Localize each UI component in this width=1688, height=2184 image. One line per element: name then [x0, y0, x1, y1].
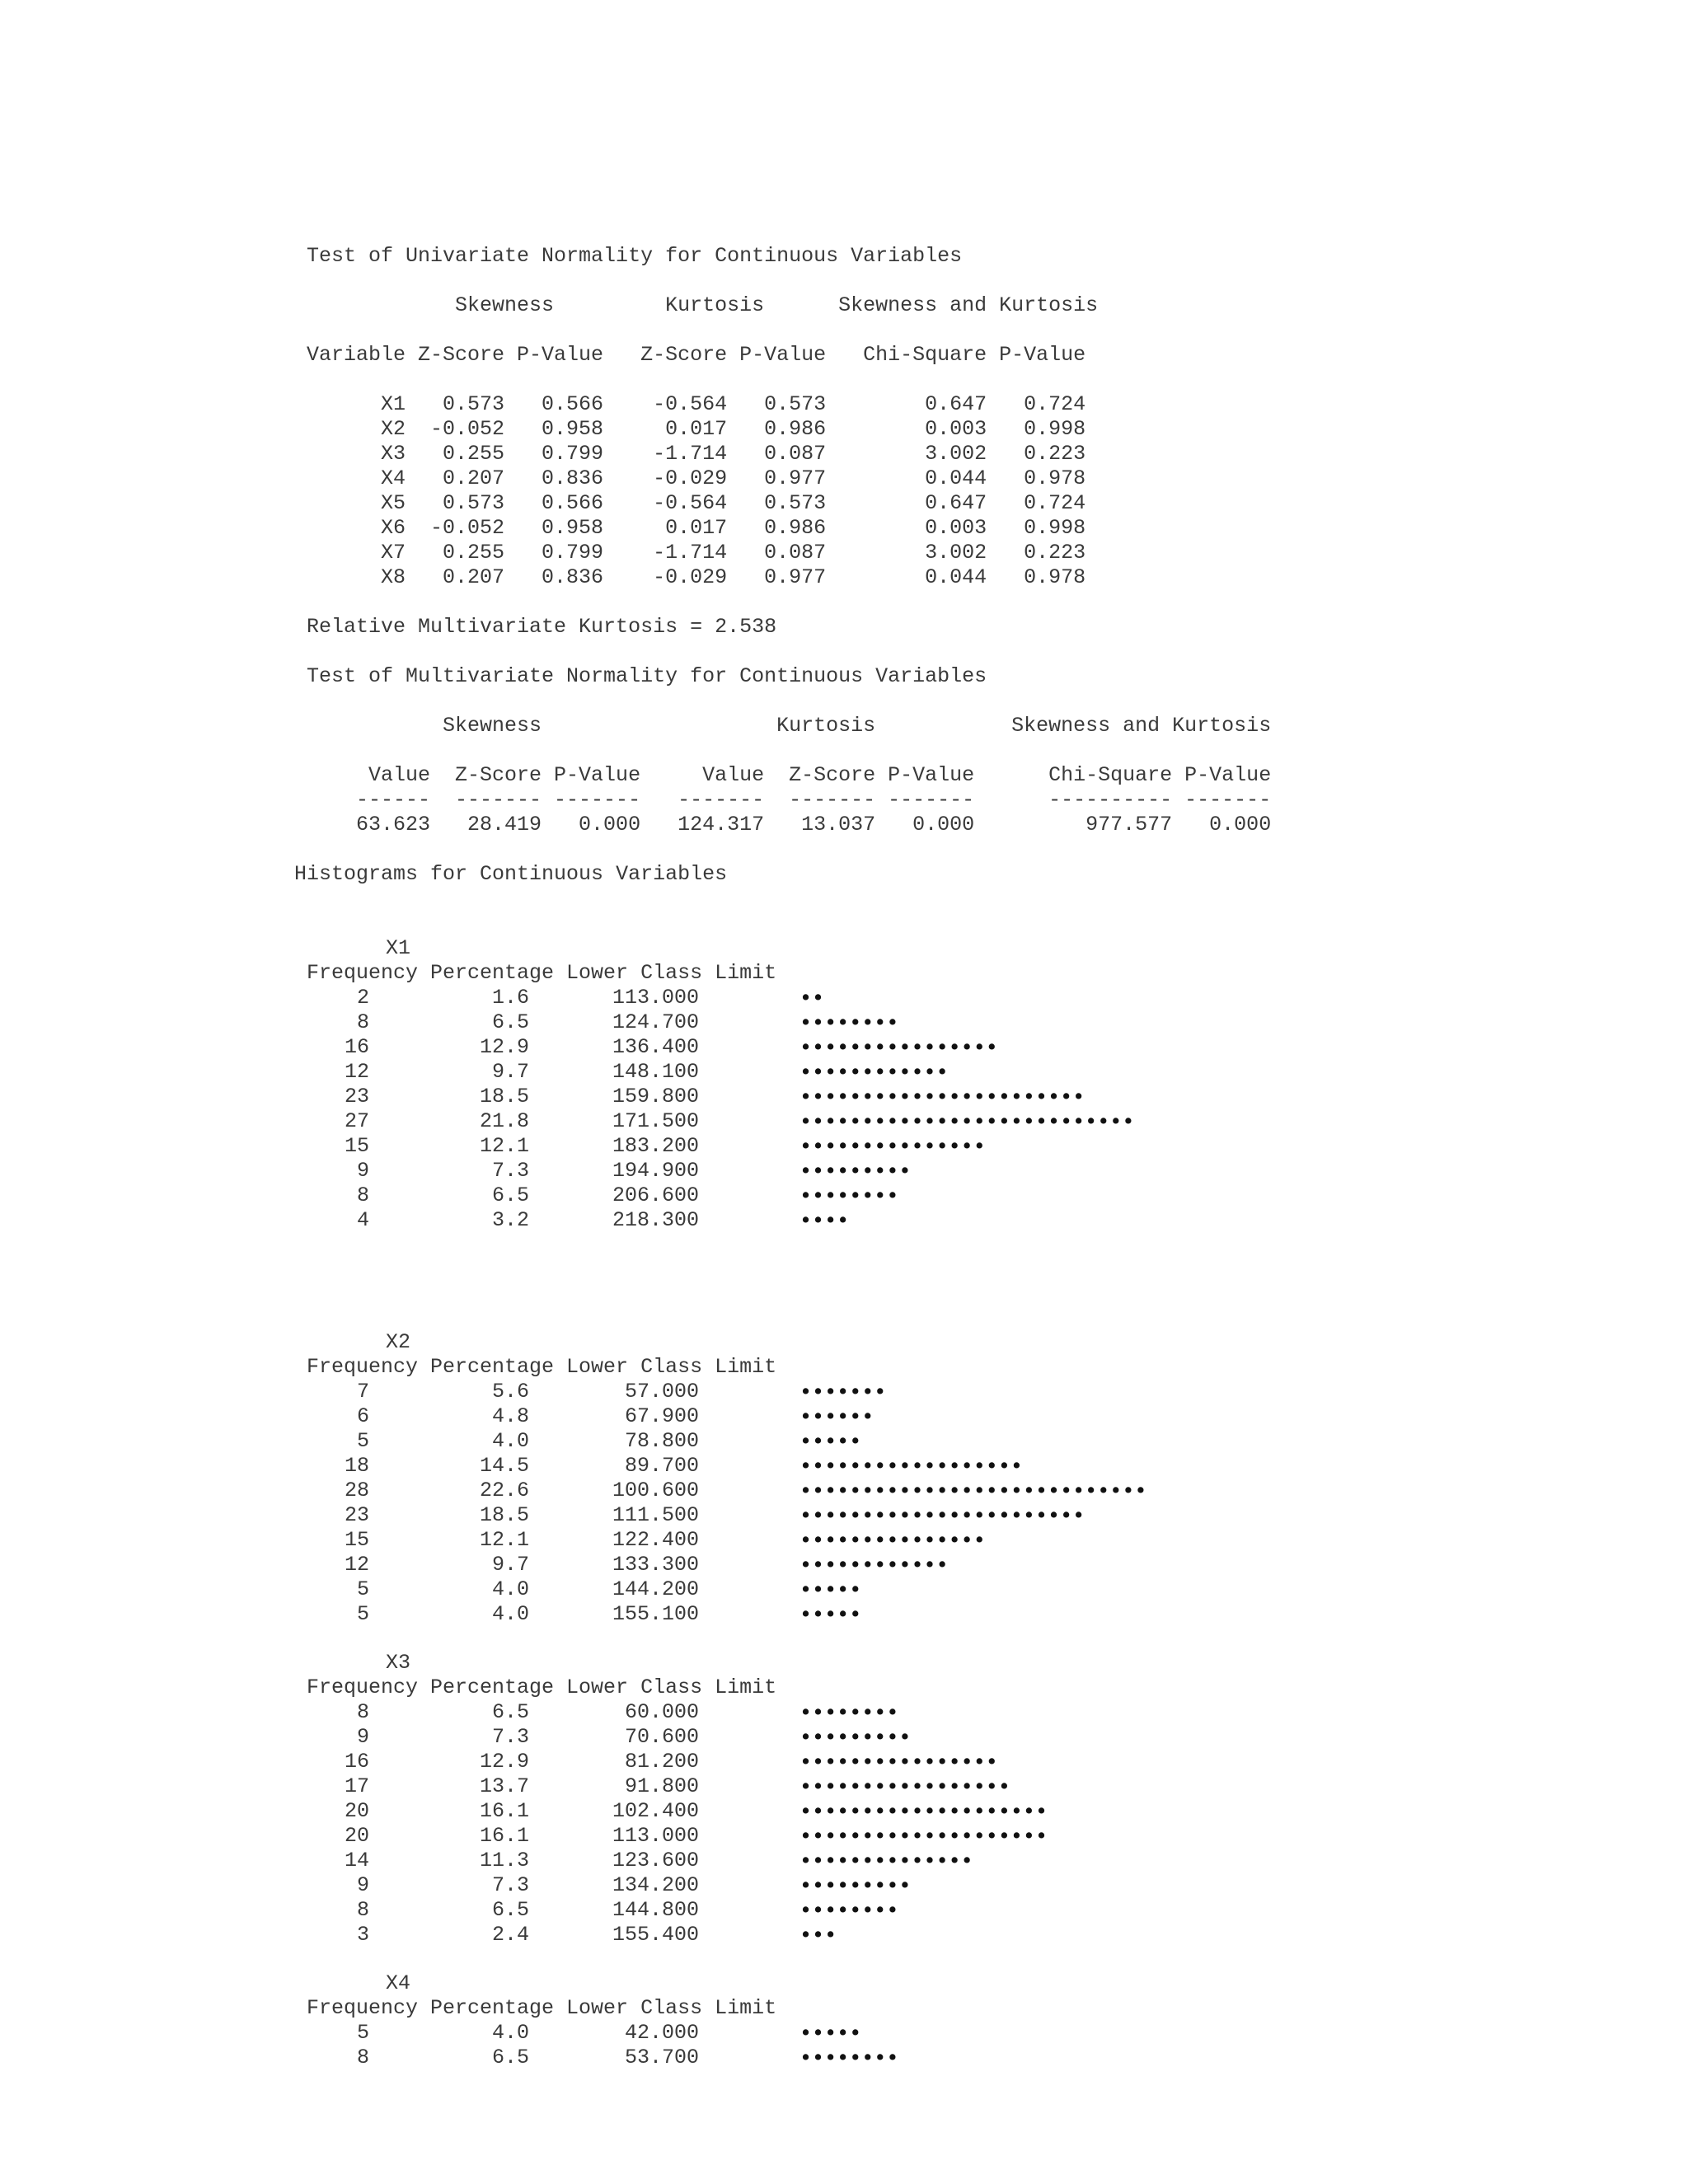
histogram-percentage: 18.5: [479, 1085, 529, 1108]
multivariate-values: 63.623 28.419 0.000 124.317 13.037 0.000 977.577 0.000: [307, 813, 1272, 837]
histogram-frequency: 9: [356, 1159, 369, 1183]
multivariate-rule: ------ ------- ------- ------- ------- ------- ---------- -------: [307, 788, 1272, 812]
histogram-bar: •••••••••••••••••••••••••••: [799, 1109, 1135, 1133]
univariate-row: X2 -0.052 0.958 0.017 0.986 0.003 0.998: [307, 417, 1086, 441]
univariate-row: X4 0.207 0.836 -0.029 0.977 0.044 0.978: [307, 466, 1086, 490]
histogram-percentage: 2.4: [491, 1923, 529, 1947]
histogram-frequency: 14: [344, 1849, 369, 1872]
histogram-frequency: 12: [344, 1553, 369, 1577]
histogram-percentage: 6.5: [491, 1700, 529, 1724]
histogram-lower-class-limit: 42.000: [624, 2021, 699, 2045]
histogram-lower-class-limit: 60.000: [624, 1700, 699, 1724]
histogram-bar: •••••••••: [799, 1159, 912, 1183]
histogram-frequency: 9: [356, 1725, 369, 1749]
histogram-lower-class-limit: 53.700: [624, 2046, 699, 2069]
histogram-bar: •••••: [799, 1602, 862, 1626]
histogram-frequency: 4: [356, 1208, 369, 1232]
histogram-frequency: 20: [344, 1799, 369, 1823]
histogram-column-header: Frequency Percentage Lower Class Limit: [307, 1355, 777, 1379]
histogram-bar: ••••••••••••••••••: [799, 1454, 1023, 1478]
histogram-bar: •••: [799, 1923, 837, 1947]
histogram-frequency: 17: [344, 1774, 369, 1798]
histogram-lower-class-limit: 102.400: [612, 1799, 699, 1823]
histogram-bar: ••: [799, 986, 825, 1010]
histogram-lower-class-limit: 124.700: [612, 1010, 699, 1034]
histogram-percentage: 4.0: [491, 1577, 529, 1601]
histogram-bar: ••••••••••••••••••••: [799, 1799, 1048, 1823]
histogram-bar: •••••: [799, 1577, 862, 1601]
multivariate-group-header: Skewness Kurtosis Skewness and Kurtosis: [307, 714, 1272, 738]
histogram-percentage: 12.9: [479, 1035, 529, 1059]
histogram-lower-class-limit: 144.800: [612, 1898, 699, 1922]
histogram-percentage: 6.5: [491, 1898, 529, 1922]
histogram-lower-class-limit: 134.200: [612, 1873, 699, 1897]
histogram-frequency: 3: [356, 1923, 369, 1947]
histogram-percentage: 13.7: [479, 1774, 529, 1798]
histogram-frequency: 6: [356, 1404, 369, 1428]
univariate-row: X8 0.207 0.836 -0.029 0.977 0.044 0.978: [307, 565, 1086, 589]
histogram-variable-name: X2: [386, 1330, 411, 1354]
histogram-frequency: 8: [356, 1898, 369, 1922]
histogram-lower-class-limit: 171.500: [612, 1109, 699, 1133]
histogram-frequency: 8: [356, 1700, 369, 1724]
histogram-percentage: 7.3: [491, 1873, 529, 1897]
multivariate-column-header: Value Z-Score P-Value Value Z-Score P-Value Chi-Square P-Value: [307, 763, 1272, 787]
histogram-bar: ••••••: [799, 1404, 874, 1428]
histogram-frequency: 16: [344, 1750, 369, 1774]
univariate-row: X1 0.573 0.566 -0.564 0.573 0.647 0.724: [307, 392, 1086, 416]
histogram-variable-name: X3: [386, 1651, 411, 1675]
univariate-title: Test of Univariate Normality for Continuous Variables: [307, 244, 963, 268]
univariate-row: X6 -0.052 0.958 0.017 0.986 0.003 0.998: [307, 516, 1086, 540]
histogram-column-header: Frequency Percentage Lower Class Limit: [307, 1996, 777, 2020]
histogram-frequency: 15: [344, 1528, 369, 1552]
multivariate-title: Test of Multivariate Normality for Continuous Variables: [307, 664, 987, 688]
histogram-percentage: 7.3: [491, 1159, 529, 1183]
histogram-percentage: 22.6: [479, 1479, 529, 1502]
histogram-bar: ••••••••••••: [799, 1060, 949, 1084]
univariate-row: X3 0.255 0.799 -1.714 0.087 3.002 0.223: [307, 442, 1086, 466]
histogram-bar: ••••••••: [799, 1700, 899, 1724]
histogram-percentage: 4.0: [491, 1602, 529, 1626]
histogram-percentage: 1.6: [491, 986, 529, 1010]
histogram-lower-class-limit: 100.600: [612, 1479, 699, 1502]
histogram-lower-class-limit: 57.000: [624, 1380, 699, 1404]
histogram-percentage: 5.6: [491, 1380, 529, 1404]
histogram-frequency: 5: [356, 1577, 369, 1601]
histogram-lower-class-limit: 133.300: [612, 1553, 699, 1577]
histogram-percentage: 6.5: [491, 2046, 529, 2069]
histogram-lower-class-limit: 81.200: [624, 1750, 699, 1774]
histogram-lower-class-limit: 183.200: [612, 1134, 699, 1158]
histogram-frequency: 15: [344, 1134, 369, 1158]
histogram-percentage: 16.1: [479, 1799, 529, 1823]
histogram-bar: ••••••••••••••••••••: [799, 1824, 1048, 1848]
histogram-frequency: 23: [344, 1503, 369, 1527]
histogram-percentage: 4.0: [491, 2021, 529, 2045]
histogram-lower-class-limit: 70.600: [624, 1725, 699, 1749]
histogram-lower-class-limit: 206.600: [612, 1183, 699, 1207]
histogram-percentage: 12.1: [479, 1528, 529, 1552]
histogram-bar: •••••••••: [799, 1725, 912, 1749]
histogram-lower-class-limit: 113.000: [612, 1824, 699, 1848]
histogram-bar: ••••••••••••••••: [799, 1750, 998, 1774]
histogram-percentage: 6.5: [491, 1183, 529, 1207]
histogram-frequency: 5: [356, 1602, 369, 1626]
histogram-lower-class-limit: 144.200: [612, 1577, 699, 1601]
histogram-frequency: 20: [344, 1824, 369, 1848]
univariate-group-header: Skewness Kurtosis Skewness and Kurtosis: [307, 293, 1099, 317]
histogram-frequency: 7: [356, 1380, 369, 1404]
univariate-row: X5 0.573 0.566 -0.564 0.573 0.647 0.724: [307, 491, 1086, 515]
histogram-frequency: 16: [344, 1035, 369, 1059]
histogram-percentage: 21.8: [479, 1109, 529, 1133]
histogram-bar: ••••••••••••••••: [799, 1035, 998, 1059]
histogram-percentage: 3.2: [491, 1208, 529, 1232]
histogram-frequency: 23: [344, 1085, 369, 1108]
histogram-frequency: 9: [356, 1873, 369, 1897]
histogram-percentage: 12.9: [479, 1750, 529, 1774]
histogram-bar: •••••••: [799, 1380, 887, 1404]
histogram-bar: •••••••••••••••••••••••: [799, 1503, 1085, 1527]
histogram-lower-class-limit: 67.900: [624, 1404, 699, 1428]
histogram-percentage: 11.3: [479, 1849, 529, 1872]
histogram-percentage: 6.5: [491, 1010, 529, 1034]
histogram-lower-class-limit: 122.400: [612, 1528, 699, 1552]
histogram-bar: •••••••••••••••: [799, 1528, 986, 1552]
histogram-bar: ••••••••: [799, 1010, 899, 1034]
histogram-lower-class-limit: 89.700: [624, 1454, 699, 1478]
histogram-lower-class-limit: 148.100: [612, 1060, 699, 1084]
histogram-bar: •••••••••: [799, 1873, 912, 1897]
histogram-bar: •••••: [799, 2021, 862, 2045]
histogram-bar: ••••••••••••: [799, 1553, 949, 1577]
histogram-bar: •••••••••••••••: [799, 1134, 986, 1158]
histogram-frequency: 12: [344, 1060, 369, 1084]
histogram-percentage: 18.5: [479, 1503, 529, 1527]
histogram-frequency: 8: [356, 2046, 369, 2069]
histogram-percentage: 16.1: [479, 1824, 529, 1848]
histogram-lower-class-limit: 78.800: [624, 1429, 699, 1453]
histogram-variable-name: X1: [386, 936, 411, 960]
histogram-percentage: 4.8: [491, 1404, 529, 1428]
histogram-percentage: 9.7: [491, 1553, 529, 1577]
histogram-column-header: Frequency Percentage Lower Class Limit: [307, 1675, 777, 1699]
histogram-lower-class-limit: 194.900: [612, 1159, 699, 1183]
histogram-lower-class-limit: 155.400: [612, 1923, 699, 1947]
histogram-lower-class-limit: 111.500: [612, 1503, 699, 1527]
histogram-lower-class-limit: 136.400: [612, 1035, 699, 1059]
histogram-percentage: 12.1: [479, 1134, 529, 1158]
histogram-frequency: 27: [344, 1109, 369, 1133]
histogram-percentage: 4.0: [491, 1429, 529, 1453]
relative-multivariate-kurtosis: Relative Multivariate Kurtosis = 2.538: [307, 615, 777, 639]
histogram-frequency: 2: [356, 986, 369, 1010]
histogram-bar: •••••: [799, 1429, 862, 1453]
histogram-lower-class-limit: 155.100: [612, 1602, 699, 1626]
histogram-lower-class-limit: 91.800: [624, 1774, 699, 1798]
histogram-lower-class-limit: 218.300: [612, 1208, 699, 1232]
histogram-lower-class-limit: 123.600: [612, 1849, 699, 1872]
histogram-variable-name: X4: [386, 1971, 411, 1995]
histogram-frequency: 8: [356, 1183, 369, 1207]
histogram-bar: ••••••••: [799, 1183, 899, 1207]
histogram-bar: ••••••••••••••: [799, 1849, 973, 1872]
histogram-percentage: 9.7: [491, 1060, 529, 1084]
histogram-lower-class-limit: 159.800: [612, 1085, 699, 1108]
histogram-frequency: 5: [356, 2021, 369, 2045]
histogram-frequency: 18: [344, 1454, 369, 1478]
histogram-bar: ••••: [799, 1208, 850, 1232]
histogram-bar: •••••••••••••••••: [799, 1774, 1010, 1798]
histogram-bar: •••••••••••••••••••••••: [799, 1085, 1085, 1108]
histogram-percentage: 14.5: [479, 1454, 529, 1478]
histogram-percentage: 7.3: [491, 1725, 529, 1749]
univariate-column-header: Variable Z-Score P-Value Z-Score P-Value Chi-Square P-Value: [307, 343, 1086, 367]
univariate-row: X7 0.255 0.799 -1.714 0.087 3.002 0.223: [307, 541, 1086, 565]
histogram-frequency: 28: [344, 1479, 369, 1502]
histogram-frequency: 8: [356, 1010, 369, 1034]
histogram-lower-class-limit: 113.000: [612, 986, 699, 1010]
histogram-bar: ••••••••••••••••••••••••••••: [799, 1479, 1147, 1502]
histogram-frequency: 5: [356, 1429, 369, 1453]
histograms-title: Histograms for Continuous Variables: [294, 862, 728, 886]
histogram-column-header: Frequency Percentage Lower Class Limit: [307, 961, 777, 985]
histogram-bar: ••••••••: [799, 2046, 899, 2069]
histogram-bar: ••••••••: [799, 1898, 899, 1922]
